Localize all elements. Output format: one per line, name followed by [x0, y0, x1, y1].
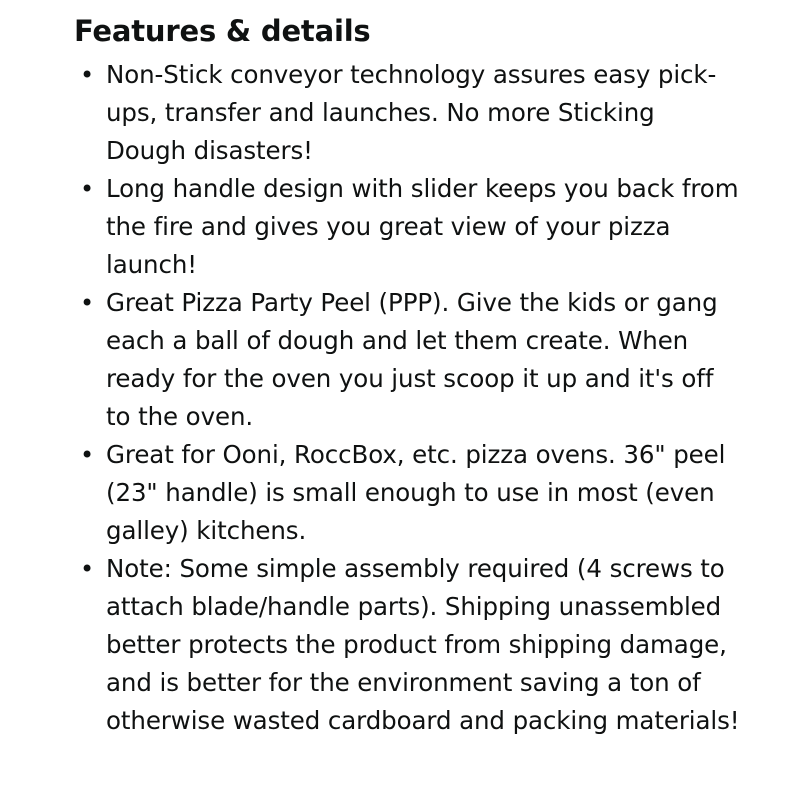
bullet-icon: •	[80, 175, 95, 203]
bullet-icon: •	[80, 441, 95, 469]
feature-text: Long handle design with slider keeps you back from the fire and gives you great view of your pizza launch!	[106, 174, 739, 279]
feature-item	[74, 56, 740, 170]
feature-text: Non-Stick conveyor technology assures easy pick-ups, transfer and launches. No more Sticking Dough disasters!	[106, 60, 717, 165]
feature-text: Note: Some simple assembly required (4 screws to attach blade/handle parts). Shipping unassembled better protects the product from shipping damage, and is better for the environment saving a ton of otherwise wasted cardboard and packing materials!	[106, 554, 740, 735]
feature-text: Great Pizza Party Peel (PPP). Give the kids or gang each a ball of dough and let them create. When ready for the oven you just scoop it up and it's off to the oven.	[106, 288, 718, 431]
feature-item	[74, 436, 740, 550]
bullet-icon: •	[80, 555, 95, 583]
section-heading: Features & details	[74, 14, 371, 48]
bullet-icon: •	[80, 289, 95, 317]
feature-item	[74, 550, 740, 740]
feature-item	[74, 170, 740, 284]
feature-list	[74, 56, 740, 740]
feature-item	[74, 284, 740, 436]
feature-text: Great for Ooni, RoccBox, etc. pizza ovens. 36" peel (23" handle) is small enough to use in most (even galley) kitchens.	[106, 440, 726, 545]
bullet-icon: •	[80, 61, 95, 89]
